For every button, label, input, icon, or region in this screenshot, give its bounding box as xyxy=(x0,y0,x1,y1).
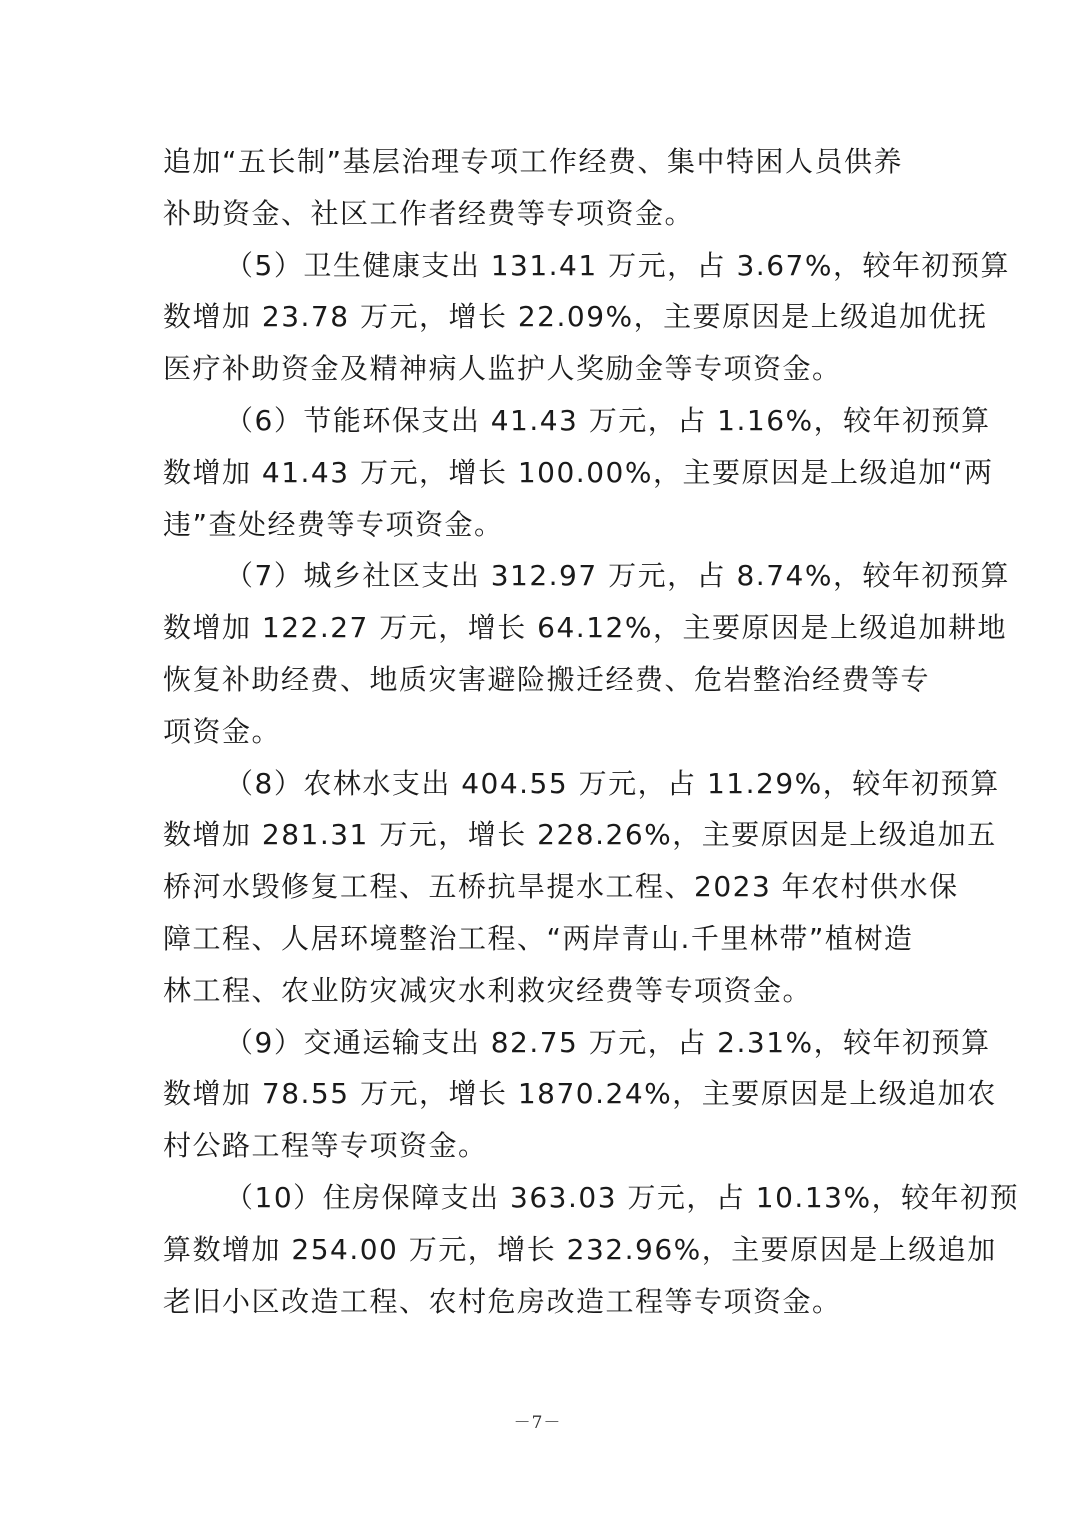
page-number: －7－ xyxy=(513,1413,562,1433)
text-line: 障工程、人居环境整治工程、“两岸青山.千里林带”植树造 xyxy=(163,921,914,955)
paragraph-heading-10: （10）住房保障支出 363.03 万元，占 10.13%，较年初预 xyxy=(225,1180,1020,1214)
text-line: 追加“五长制”基层治理专项工作经费、集中特困人员供养 xyxy=(163,145,904,178)
text-line: 林工程、农业防灾减灾水利救灾经费等专项资金。 xyxy=(163,973,813,1007)
text-line: 医疗补助资金及精神病人监护人奖励金等专项资金。 xyxy=(163,352,842,386)
text-line: 老旧小区改造工程、农村危房改造工程等专项资金。 xyxy=(163,1284,842,1318)
paragraph-heading-6: （6）节能环保支出 41.43 万元，占 1.16%，较年初预算 xyxy=(225,403,991,437)
text-line: 算数增加 254.00 万元，增长 232.96%，主要原因是上级追加 xyxy=(163,1232,997,1266)
paragraph-heading-8: （8）农林水支出 404.55 万元，占 11.29%，较年初预算 xyxy=(225,766,1000,800)
text-line: 恢复补助经费、地质灾害避险搬迁经费、危岩整治经费等专 xyxy=(163,662,931,696)
text-line: 项资金。 xyxy=(163,714,282,748)
text-line: 违”查处经费等专项资金。 xyxy=(163,507,504,541)
body-text xyxy=(163,136,1020,1327)
text-line: 数增加 78.55 万元，增长 1870.24%，主要原因是上级追加农 xyxy=(163,1077,997,1111)
text-line: 桥河水毁修复工程、五桥抗旱提水工程、2023 年农村供水保 xyxy=(163,870,959,904)
text-line: 数增加 281.31 万元，增长 228.26%，主要原因是上级追加五 xyxy=(163,818,997,852)
text-line: 村公路工程等专项资金。 xyxy=(163,1129,488,1163)
paragraph-heading-5: （5）卫生健康支出 131.41 万元，占 3.67%，较年初预算 xyxy=(225,248,1010,282)
paragraph-heading-7: （7）城乡社区支出 312.97 万元，占 8.74%，较年初预算 xyxy=(225,559,1010,593)
text-line: 补助资金、社区工作者经费等专项资金。 xyxy=(163,196,695,230)
paragraph-heading-9: （9）交通运输支出 82.75 万元，占 2.31%，较年初预算 xyxy=(225,1025,991,1059)
text-line: 数增加 41.43 万元，增长 100.00%，主要原因是上级追加“两 xyxy=(163,455,994,489)
text-line: 数增加 23.78 万元，增长 22.09%，主要原因是上级追加优抚 xyxy=(163,300,988,334)
text-line: 数增加 122.27 万元，增长 64.12%，主要原因是上级追加耕地 xyxy=(163,611,1007,645)
